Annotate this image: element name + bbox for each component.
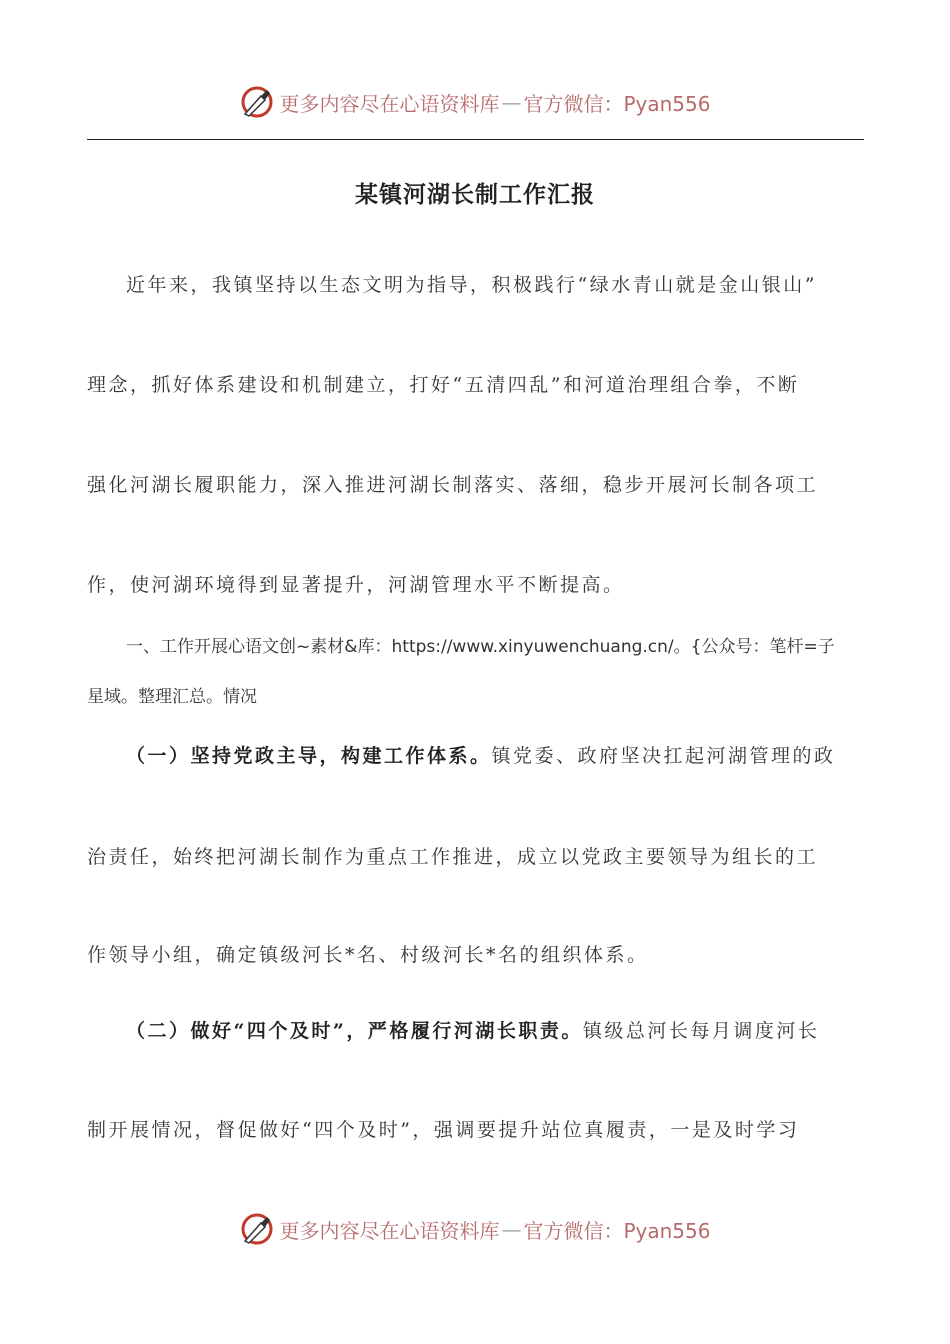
paragraph-line: 作领导小组，确定镇级河长*名、村级河长*名的组织体系。 bbox=[87, 944, 649, 966]
header-banner-wechat: 官方微信：Pyan556 bbox=[523, 91, 711, 116]
header-banner bbox=[0, 82, 950, 122]
header-banner-text: 更多内容尽在心语资料库 bbox=[279, 91, 500, 116]
section1-text: 镇党委、政府坚决扛起河湖管理的政 bbox=[491, 745, 836, 767]
footer-banner-text: 更多内容尽在心语资料库 bbox=[279, 1218, 500, 1243]
section2-line bbox=[126, 1016, 906, 1046]
document-title: 某镇河湖长制工作汇报 bbox=[355, 181, 595, 208]
footer-banner bbox=[0, 1209, 950, 1249]
pen-logo-icon bbox=[239, 84, 275, 120]
section1-heading: （一）坚持党政主导，构建工作体系。 bbox=[126, 745, 492, 767]
header-divider bbox=[87, 139, 864, 140]
paragraph-line: 强化河湖长履职能力，深入推进河湖长制落实、落细，稳步开展河长制各项工 bbox=[87, 474, 819, 496]
paragraph-line: 治责任，始终把河湖长制作为重点工作推进，成立以党政主要领导为组长的工 bbox=[87, 846, 819, 868]
section-heading-line: 星域。整理汇总。情况 bbox=[87, 687, 257, 707]
section2-text: 镇级总河长每月调度河长 bbox=[582, 1020, 820, 1042]
paragraph-line: 理念，抓好体系建设和机制建立，打好“五清四乱”和河道治理组合拳，不断 bbox=[87, 374, 800, 396]
paragraph-line: 作，使河湖环境得到显著提升，河湖管理水平不断提高。 bbox=[87, 574, 625, 596]
pen-logo-icon bbox=[239, 1211, 275, 1247]
header-banner-dash: — bbox=[501, 90, 522, 114]
section-heading-line: 一、工作开展心语文创~素材&库：https://www.xinyuwenchuang.cn/。{公众号：笔杆=子 bbox=[126, 637, 835, 657]
paragraph-line: 制开展情况，督促做好“四个及时”，强调要提升站位真履责，一是及时学习 bbox=[87, 1119, 800, 1141]
section1-line bbox=[126, 741, 906, 771]
section2-heading: （二）做好“四个及时”，严格履行河湖长职责。 bbox=[126, 1020, 583, 1042]
paragraph-line: 近年来，我镇坚持以生态文明为指导，积极践行“绿水青山就是金山银山” bbox=[126, 274, 817, 296]
footer-banner-wechat: 官方微信：Pyan556 bbox=[523, 1218, 711, 1243]
footer-banner-dash: — bbox=[501, 1217, 522, 1241]
